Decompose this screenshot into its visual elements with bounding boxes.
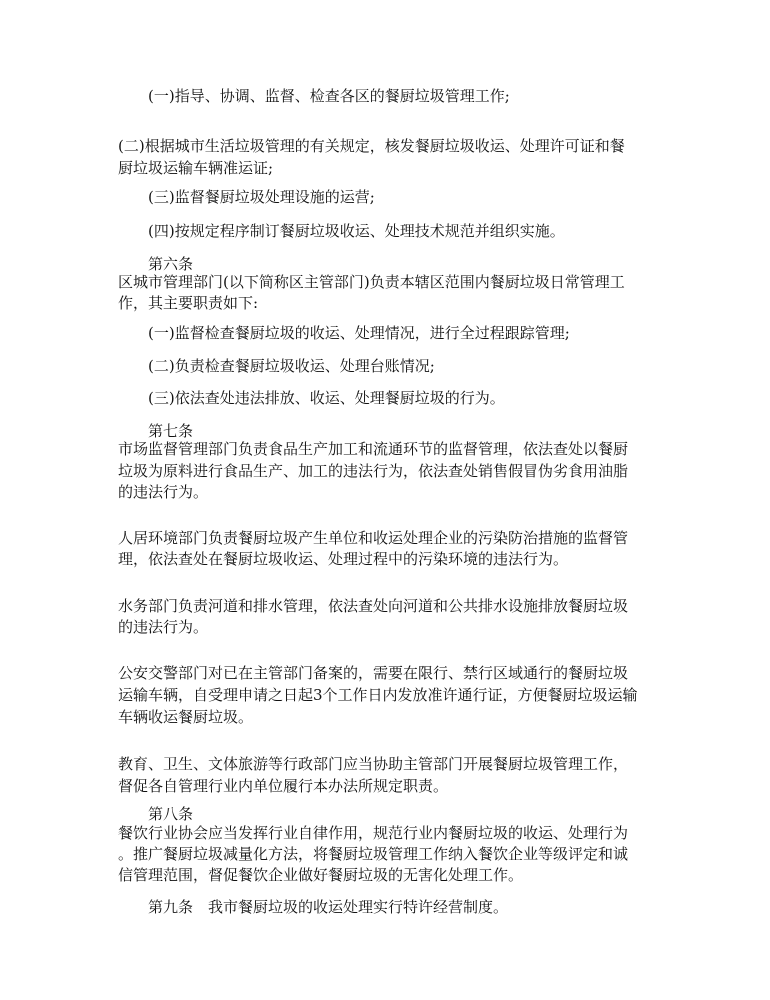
text-line: (三)依法查处违法排放、收运、处理餐厨垃圾的行为。 bbox=[148, 389, 505, 407]
text-line: 运输车辆，自受理申请之日起3个工作日内发放准许通行证，方便餐厨垃圾运输 bbox=[118, 686, 638, 704]
text-line: 督促各自管理行业内单位履行本办法所规定职责。 bbox=[118, 777, 449, 795]
text-line: 。推广餐厨垃圾减量化方法，将餐厨垃圾管理工作纳入餐饮企业等级评定和诚 bbox=[118, 845, 629, 863]
text-line: 区城市管理部门(以下简称区主管部门)负责本辖区范围内餐厨垃圾日常管理工 bbox=[118, 273, 625, 291]
text-line: 作，其主要职责如下: bbox=[118, 294, 259, 312]
text-line: (二)根据城市生活垃圾管理的有关规定，核发餐厨垃圾收运、处理许可证和餐 bbox=[118, 137, 625, 155]
text-line: 的违法行为。 bbox=[118, 483, 209, 501]
text-line: 车辆收运餐厨垃圾。 bbox=[118, 708, 254, 726]
text-line: 垃圾为原料进行食品生产、加工的违法行为，依法查处销售假冒伪劣食用油脂 bbox=[118, 462, 629, 480]
text-line: 理，依法查处在餐厨垃圾收运、处理过程中的污染环境的违法行为。 bbox=[118, 550, 569, 568]
text-line: 教育、卫生、文体旅游等行政部门应当协助主管部门开展餐厨垃圾管理工作， bbox=[118, 755, 629, 773]
text-line: (一)指导、协调、监督、检查各区的餐厨垃圾管理工作; bbox=[148, 87, 510, 105]
article-heading: 第八条 bbox=[148, 805, 194, 823]
text-line: 市场监督管理部门负责食品生产加工和流通环节的监督管理，依法查处以餐厨 bbox=[118, 440, 629, 458]
article-heading: 第九条 我市餐厨垃圾的收运处理实行特许经营制度。 bbox=[148, 898, 509, 916]
text-line: (一)监督检查餐厨垃圾的收运、处理情况，进行全过程跟踪管理; bbox=[148, 324, 570, 342]
text-line: (四)按规定程序制订餐厨垃圾收运、处理技术规范并组织实施。 bbox=[148, 222, 565, 240]
text-line: 厨垃圾运输车辆准运证; bbox=[118, 159, 274, 177]
text-line: 的违法行为。 bbox=[118, 618, 209, 636]
text-line: (三)监督餐厨垃圾处理设施的运营; bbox=[148, 188, 375, 206]
text-line: 信管理范围，督促餐饮企业做好餐厨垃圾的无害化处理工作。 bbox=[118, 866, 524, 884]
text-line: 餐饮行业协会应当发挥行业自律作用，规范行业内餐厨垃圾的收运、处理行为 bbox=[118, 824, 629, 842]
text-line: 公安交警部门对已在主管部门备案的，需要在限行、禁行区域通行的餐厨垃圾 bbox=[118, 664, 629, 682]
text-line: 水务部门负责河道和排水管理，依法查处向河道和公共排水设施排放餐厨垃圾 bbox=[118, 597, 629, 615]
article-heading: 第七条 bbox=[148, 422, 194, 440]
article-heading: 第六条 bbox=[148, 255, 194, 273]
text-line: (二)负责检查餐厨垃圾收运、处理台账情况; bbox=[148, 357, 435, 375]
text-line: 人居环境部门负责餐厨垃圾产生单位和收运处理企业的污染防治措施的监督管 bbox=[118, 529, 629, 547]
